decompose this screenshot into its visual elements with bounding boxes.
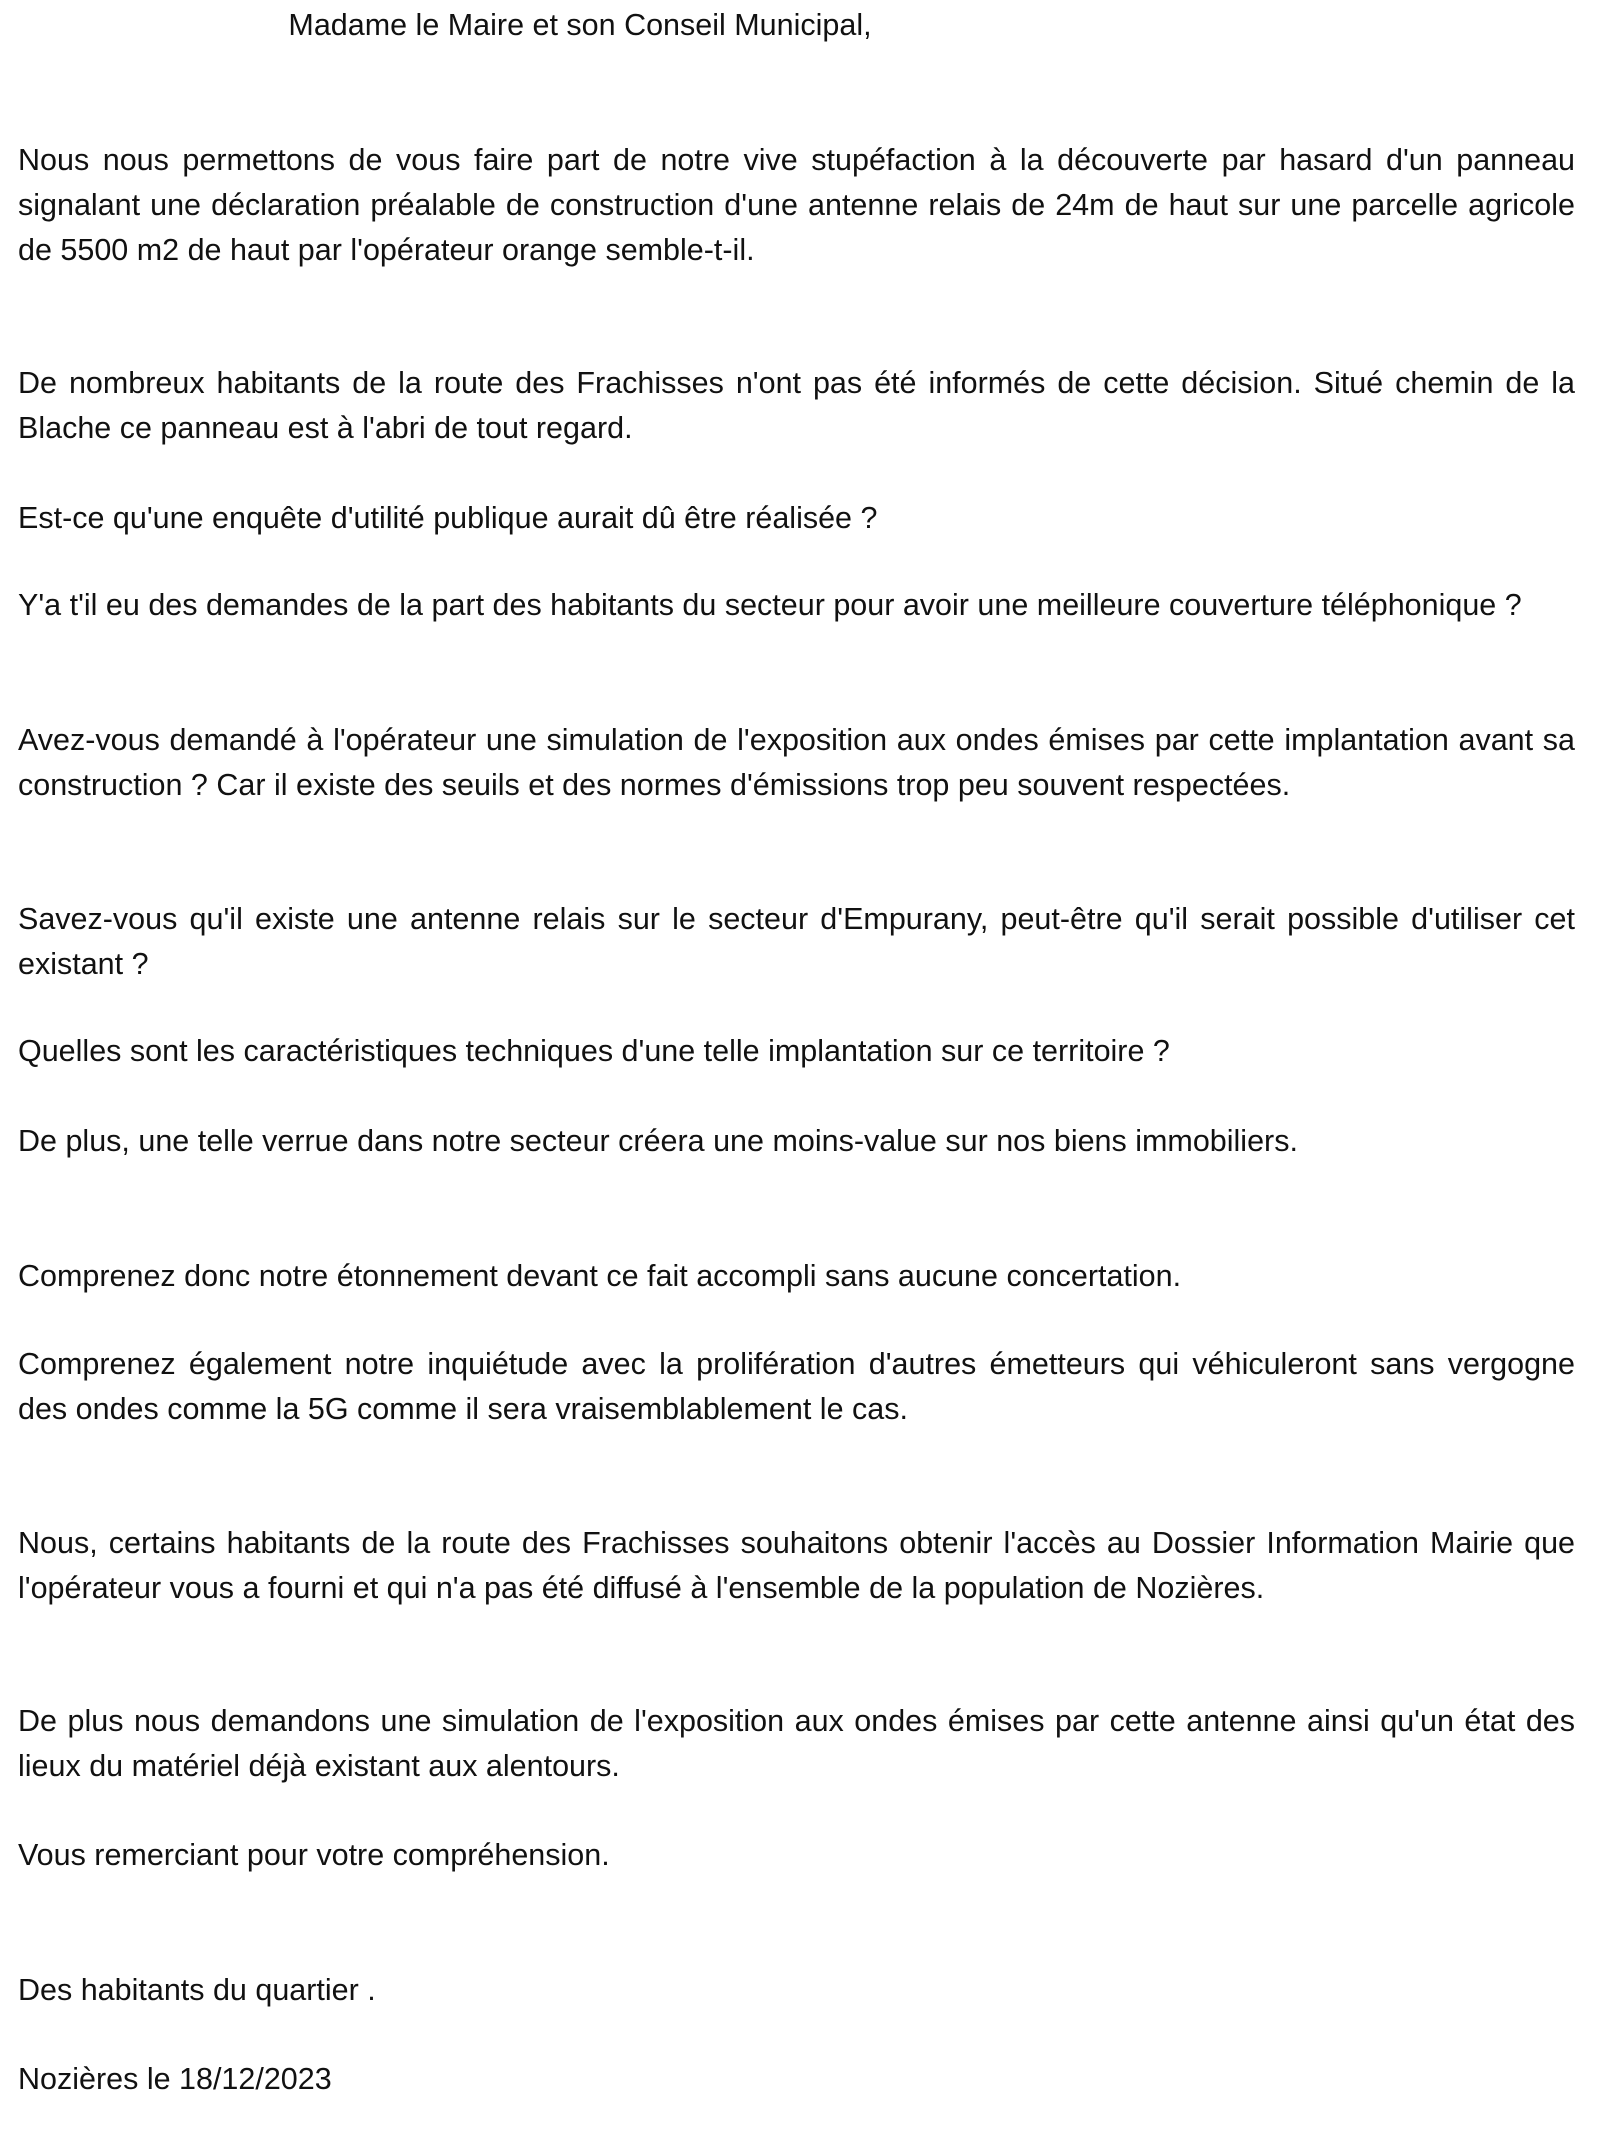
paragraph-question-demandes: Y'a t'il eu des demandes de la part des habitants du secteur pour avoir une meilleure couverture téléphonique ? (18, 588, 1522, 622)
paragraph-inquietude: Comprenez également notre inquiétude avec la prolifération d'autres émetteurs qui véhiculeront sans vergogne des ondes comme la 5G comme il sera vraisemblablement le cas. (18, 1347, 1575, 1426)
paragraph-remerciement: Vous remerciant pour votre compréhension. (18, 1838, 610, 1872)
paragraph-dossier: Nous, certains habitants de la route des Frachisses souhaitons obtenir l'accès au Dossier Information Mairie que l'opérateur vous a fourni et qui n'a pas été diffusé à l'ensemble de la population de Nozières. (18, 1526, 1575, 1605)
paragraph-question-enquete: Est-ce qu'une enquête d'utilité publique aurait dû être réalisée ? (18, 501, 878, 535)
paragraph-etonnement: Comprenez donc notre étonnement devant ce fait accompli sans aucune concertation. (18, 1259, 1182, 1293)
paragraph-question-simulation: Avez-vous demandé à l'opérateur une simulation de l'exposition aux ondes émises par cette implantation avant sa construction ? Car il existe des seuils et des normes d'émissions trop peu souvent respectées. (18, 723, 1575, 802)
paragraph-intro: Nous nous permettons de vous faire part de notre vive stupéfaction à la découverte par hasard d'un panneau signalant une déclaration préalable de construction d'une antenne relais de 24m de haut sur une parcelle agricole de 5500 m2 de haut par l'opérateur orange semble-t-il. (18, 143, 1575, 267)
signature: Des habitants du quartier . (18, 1973, 376, 2007)
paragraph-demande-simulation: De plus nous demandons une simulation de l'exposition aux ondes émises par cette antenne ainsi qu'un état des lieux du matériel déjà existant aux alentours. (18, 1704, 1575, 1783)
paragraph-moins-value: De plus, une telle verrue dans notre secteur créera une moins-value sur nos biens immobiliers. (18, 1124, 1298, 1158)
paragraph-question-caracteristiques: Quelles sont les caractéristiques techniques d'une telle implantation sur ce territoire ? (18, 1034, 1170, 1068)
paragraph-residents: De nombreux habitants de la route des Frachisses n'ont pas été informés de cette décision. Situé chemin de la Blache ce panneau est à l'abri de tout regard. (18, 366, 1575, 445)
paragraph-question-empurany: Savez-vous qu'il existe une antenne relais sur le secteur d'Empurany, peut-être qu'il serait possible d'utiliser cet existant ? (18, 902, 1575, 981)
place-date: Nozières le 18/12/2023 (18, 2062, 332, 2096)
salutation: Madame le Maire et son Conseil Municipal, (288, 8, 872, 42)
